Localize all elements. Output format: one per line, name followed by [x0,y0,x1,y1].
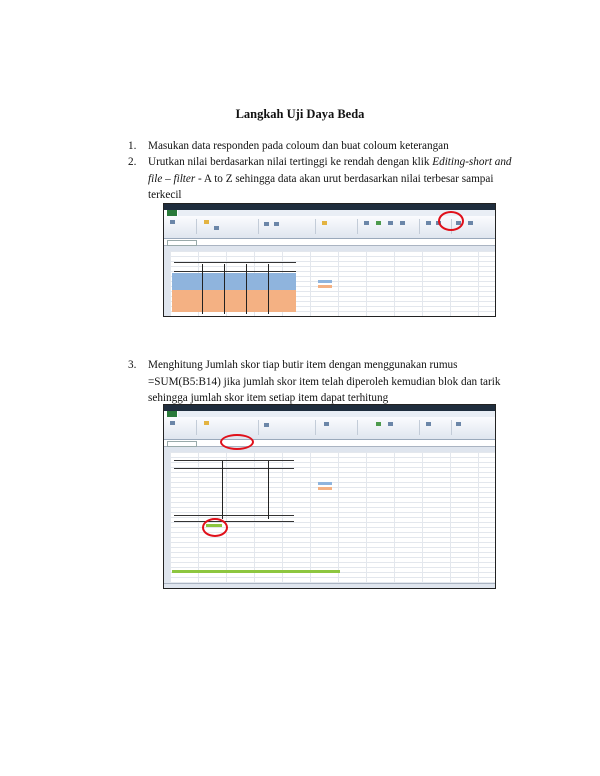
page-title: Langkah Uji Daya Beda [235,107,365,121]
upper-group-rows [172,273,296,290]
excel-screenshot-sum [163,404,496,589]
step-1-text: Masukan data responden pada coloum dan buat coloum keterangan [148,140,449,152]
step-2-text-italic: Editing-short and file – filter [148,156,512,185]
sum-cell-highlight [202,518,228,537]
step-1-number: 1. [128,140,137,152]
step-1 [128,138,518,155]
formula-bar [164,440,495,447]
step-2-text-after: - A to Z sehingga data akan urut berdasarkan nilai terbesar sampai terkecil [148,172,494,201]
step-2-text-before: Urutkan nilai berdasarkan nilai tertinggi ke rendah dengan klik [148,156,433,168]
step-3-text: Menghitung Jumlah skor tiap butir item dengan menggunakan rumus =SUM(B5:B14) jika jumlah skor item telah diperoleh kemudian blok dan tarik sehingga jumlah skor item setiap item dapat terhitung [148,359,501,404]
sort-filter-highlight [438,211,464,231]
step-2 [128,154,518,204]
step-2-number: 2. [128,156,137,168]
step-3 [128,357,518,407]
formula-bar [164,239,495,246]
step-3-number: 3. [128,359,137,371]
sheet-tab-bar [172,570,340,573]
excel-screenshot-sort [163,203,496,317]
lower-group-rows [172,290,296,312]
status-bar [164,583,495,588]
formula-highlight [220,434,254,450]
ribbon [164,417,495,440]
